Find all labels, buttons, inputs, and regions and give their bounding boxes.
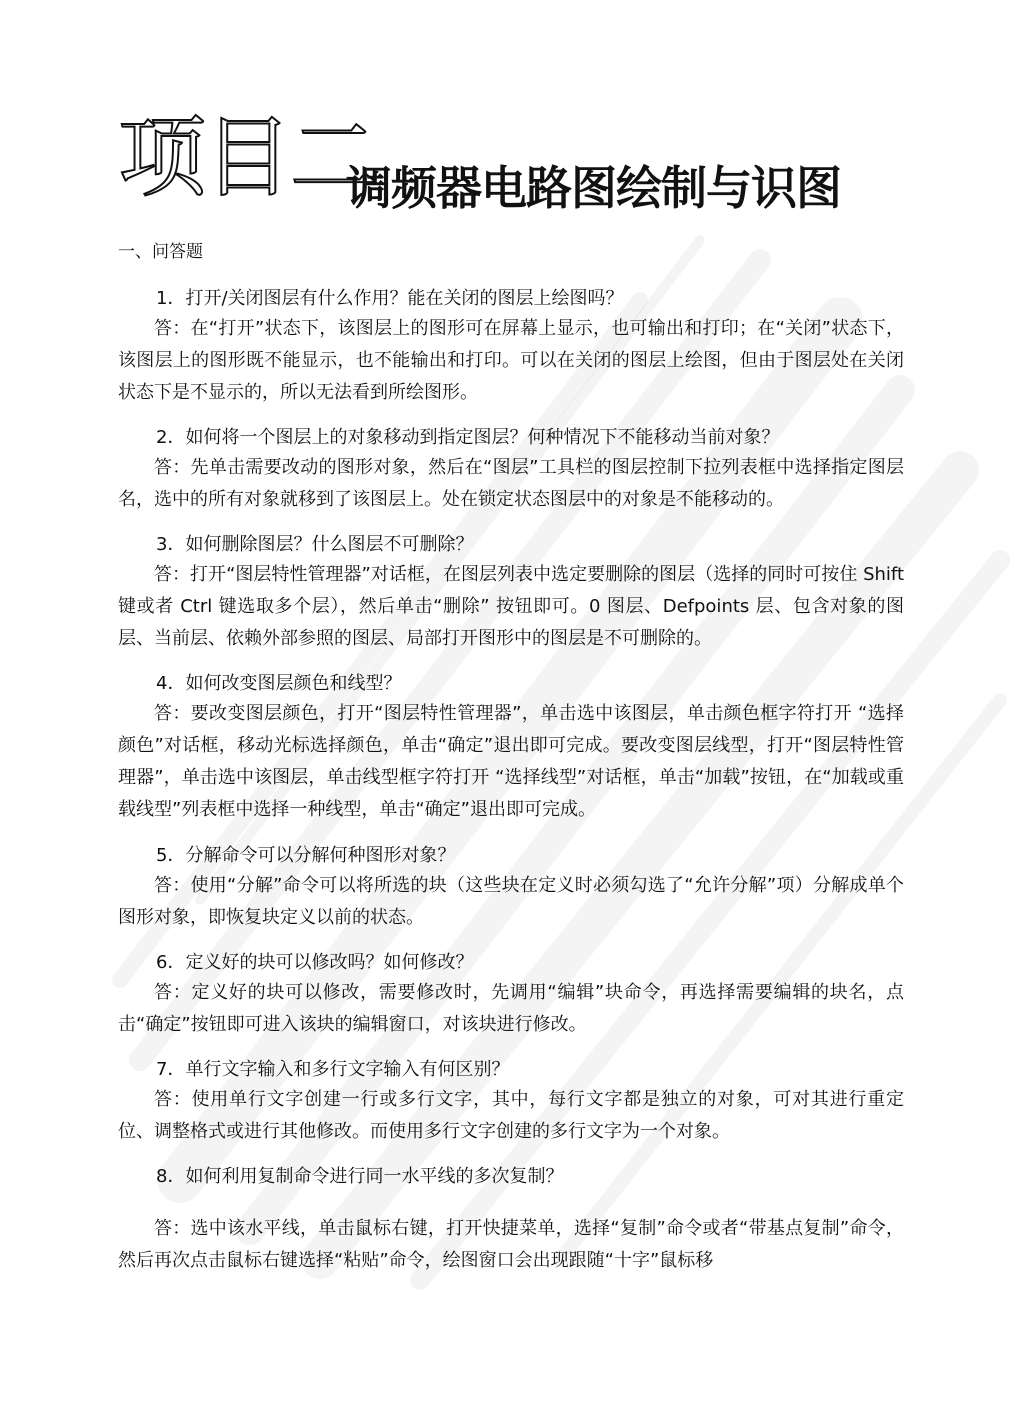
question-1: 1．打开/关闭图层有什么作用？能在关闭的图层上绘图吗？ xyxy=(156,288,624,309)
qa-item-8 xyxy=(118,1163,904,1277)
question-4: 4．如何改变图层颜色和线型？ xyxy=(156,673,402,694)
question-2: 2．如何将一个图层上的对象移动到指定图层？何种情况下不能移动当前对象？ xyxy=(156,427,780,448)
answer-3: 答：打开“图层特性管理器”对话框，在图层列表中选定要删除的图层（选择的同时可按住 Shift 键或者 Ctrl 键选取多个层），然后单击“删除” 按钮即可。0 图层、Defpoints 层、包含对象的图层、当前层、依赖外部参照的图层、局部打开图形中的图层是不可删除的。 xyxy=(118,564,904,649)
question-3: 3．如何删除图层？什么图层不可删除？ xyxy=(156,534,474,555)
question-5: 5．分解命令可以分解何种图形对象？ xyxy=(156,845,456,866)
answer-1: 答：在“打开”状态下，该图层上的图形可在屏幕上显示，也可输出和打印；在“关闭”状态下，该图层上的图形既不能显示，也不能输出和打印。可以在关闭的图层上绘图，但由于图层处在关闭状态下是不显示的，所以无法看到所绘图形。 xyxy=(118,318,904,403)
answer-2: 答：先单击需要改动的图形对象，然后在“图层”工具栏的图层控制下拉列表框中选择指定图层名，选中的所有对象就移到了该图层上。处在锁定状态图层中的对象是不能移动的。 xyxy=(118,457,904,510)
title-project-number: 项目二 xyxy=(118,106,377,209)
question-7: 7．单行文字输入和多行文字输入有何区别？ xyxy=(156,1059,510,1080)
question-6: 6．定义好的块可以修改吗？如何修改？ xyxy=(156,952,474,973)
qa-item-4 xyxy=(118,670,904,826)
answer-5: 答：使用“分解”命令可以将所选的块（这些块在定义时必须勾选了“允许分解”项）分解成单个图形对象，即恢复块定义以前的状态。 xyxy=(118,875,904,928)
answer-7: 答：使用单行文字创建一行或多行文字，其中，每行文字都是独立的对象，可对其进行重定位、调整格式或进行其他修改。而使用多行文字创建的多行文字为一个对象。 xyxy=(118,1089,904,1142)
answer-8: 答：选中该水平线，单击鼠标右键，打开快捷菜单，选择“复制”命令或者“带基点复制”命令，然后再次点击鼠标右键选择“粘贴”命令，绘图窗口会出现跟随“十字”鼠标移 xyxy=(118,1218,904,1271)
section-heading: 一、问答题 xyxy=(118,242,203,262)
question-8: 8．如何利用复制命令进行同一水平线的多次复制？ xyxy=(156,1166,564,1187)
qa-item-6 xyxy=(118,949,904,1041)
qa-item-2 xyxy=(118,424,904,516)
qa-item-1 xyxy=(118,285,904,409)
answer-4: 答：要改变图层颜色，打开“图层特性管理器”，单击选中该图层，单击颜色框字符打开 “选择颜色”对话框，移动光标选择颜色，单击“确定”退出即可完成。要改变图层线型，打开“图层特性管理器”，单击选中该图层，单击线型框字符打开 “选择线型”对话框，单击“加载”按钮，在“加载或重载线型”列表框中选择一种线型，单击“确定”退出即可完成。 xyxy=(118,703,904,820)
qa-item-7 xyxy=(118,1056,904,1148)
qa-item-3 xyxy=(118,531,904,655)
qa-item-5 xyxy=(118,842,904,934)
title-subject: 调频器电路图绘制与识图 xyxy=(346,161,841,215)
answer-6: 答：定义好的块可以修改，需要修改时，先调用“编辑”块命令，再选择需要编辑的块名，点击“确定”按钮即可进入该块的编辑窗口，对该块进行修改。 xyxy=(118,982,904,1035)
